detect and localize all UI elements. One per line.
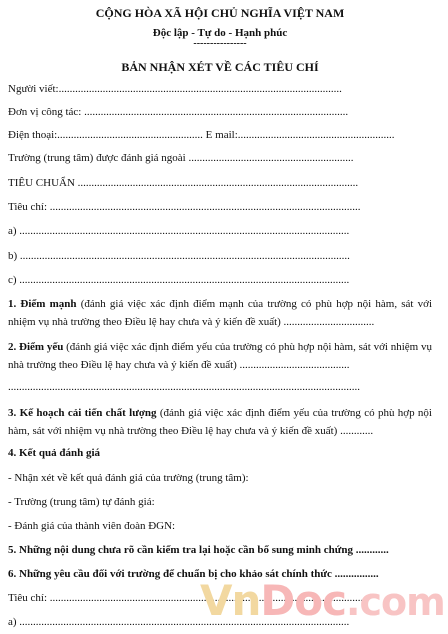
field-standard: TIÊU CHUẨN ...................................................................................................... [8,177,359,189]
results-team-assessment: - Đánh giá của thành viên đoàn ĐGN: [8,520,176,532]
watermark-doc: Doc [260,576,347,625]
vndoc-watermark-logo [200,576,445,626]
section-strengths-body: (đánh giá việc xác định điểm mạnh của trường có phù hợp nội hàm, sát với nhiệm vụ nhà trường theo Điều lệ hay chưa và ý kiến đề xuất) ................................. [8,298,432,328]
watermark-vn: Vn [200,576,261,625]
section-weaknesses-extra-line: ................................................................................................................................ [8,381,360,393]
field-workplace: Đơn vị công tác: ................................................................................................ [8,106,349,118]
watermark-com: .com [346,580,445,624]
field-item-c: c) ........................................................................................................................ [8,274,350,286]
section-strengths-heading: 1. Điểm mạnh [8,298,77,310]
motto: Độc lập - Tự do - Hạnh phúc [152,27,288,39]
field-author: Người viết:....................................................................................................... [8,83,342,95]
section-unclear-content: 5. Những nội dung chưa rõ cần kiểm tra lại hoặc cần bổ sung minh chứng ............ [8,544,389,556]
field-criterion: Tiêu chí: ................................................................................................................. [8,201,361,213]
section-weaknesses [8,338,432,374]
section-weaknesses-heading: 2. Điểm yếu [8,341,64,353]
field-item-b: b) ........................................................................................................................ [8,250,350,262]
section-weaknesses-body: (đánh giá việc xác định điểm yếu của trường có phù hợp nội hàm, sát với nhiệm vụ nhà trường theo Điều lệ hay chưa và ý kiến đề xuất) ........................................ [8,341,432,371]
field-evaluated-school: Trường (trung tâm) được đánh giá ngoài ............................................................ [8,152,354,164]
field-item-a-2: a) ........................................................................................................................ [8,616,350,628]
section-strengths [8,295,432,331]
results-self-assessment: - Trường (trung tâm) tự đánh giá: [8,496,155,508]
document-title: BẢN NHẬN XÉT VỀ CÁC TIÊU CHÍ [121,60,319,74]
section-improvement-plan-heading: 3. Kế hoạch cải tiến chất lượng [8,407,157,419]
results-school-comment: - Nhận xét về kết quả đánh giá của trường (trung tâm): [8,472,249,484]
motto-divider: ---------------- [193,39,247,49]
section-improvement-plan-body: (đánh giá việc xác định điểm yếu của trường có phù hợp nội hàm, sát với nhiệm vụ nhà trường theo Điều lệ hay chưa và ý kiến đề xuất) ............ [8,407,432,437]
field-phone-email: Điện thoại:..................................................... E mail:......................................................... [8,129,395,141]
field-item-a: a) ........................................................................................................................ [8,225,350,237]
section-improvement-plan [8,404,432,440]
country-heading: CỘNG HÒA XÃ HỘI CHỦ NGHĨA VIỆT NAM [95,6,345,20]
field-criterion-2: Tiêu chí: ................................................................................................................... [8,592,367,604]
section-school-requirements: 6. Những yêu cầu đối với trường để chuẩn bị cho khảo sát chính thức ................ [8,568,379,580]
section-results-heading: 4. Kết quả đánh giá [8,447,100,459]
